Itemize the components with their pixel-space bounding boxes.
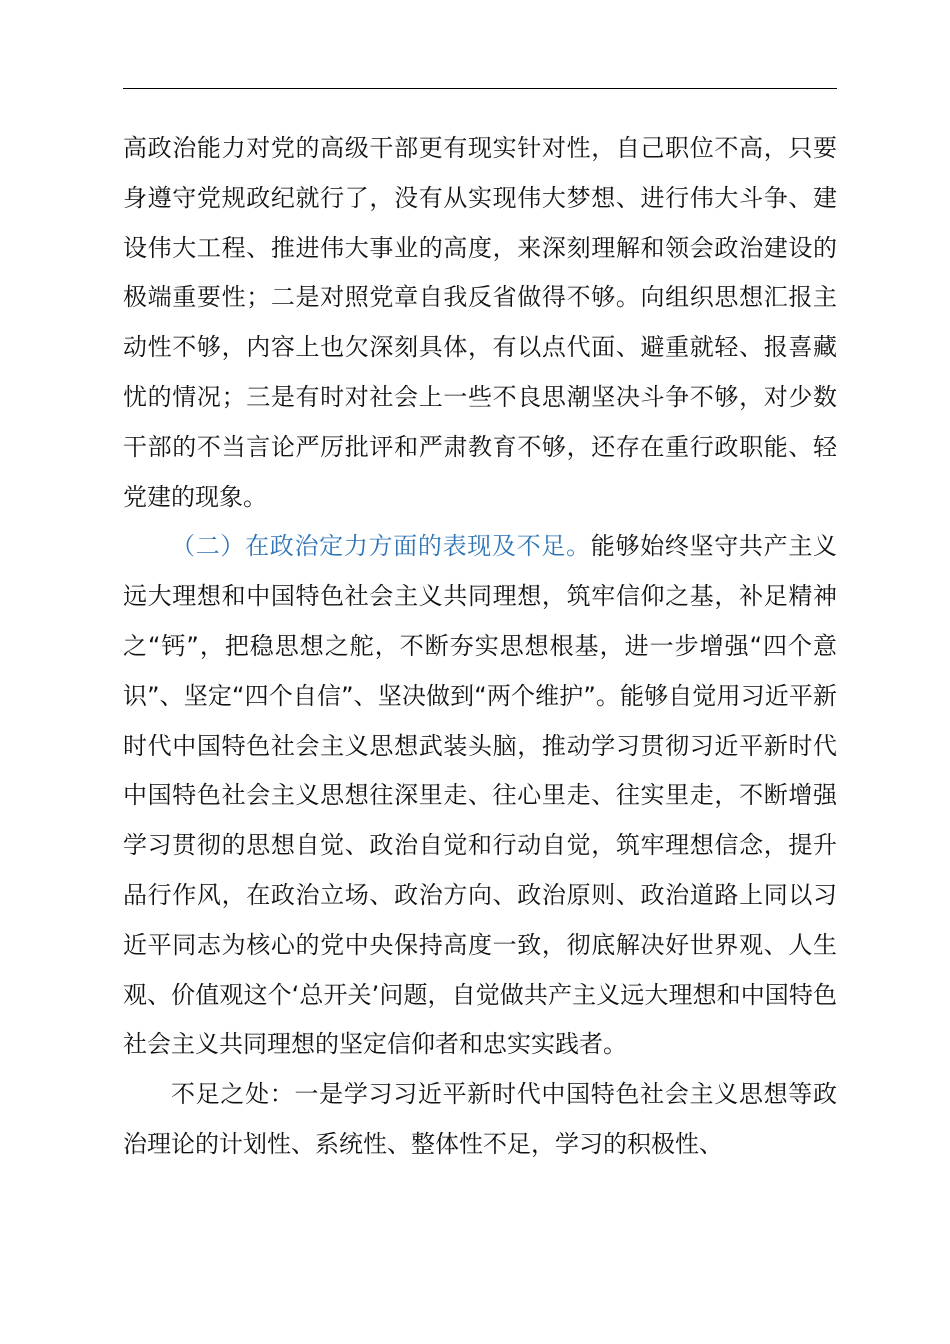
document-body: [123, 124, 837, 1170]
paragraph-1: [123, 124, 837, 522]
header-rule: [123, 88, 837, 89]
section-heading: （二）在政治定力方面的表现及不足。: [171, 532, 591, 561]
paragraph-3-text: 不足之处：一是学习习近平新时代中国特色社会主义思想等政治理论的计划性、系统性、整体性不足，学习的积极性、: [123, 1080, 837, 1158]
paragraph-2-text: 能够始终坚守共产主义远大理想和中国特色社会主义共同理想，筑牢信仰之基，补足精神之“钙”，把稳思想之舵，不断夯实思想根基，进一步增强“四个意识”、坚定“四个自信”、坚决做到“两个维护”。能够自觉用习近平新时代中国特色社会主义思想武装头脑，推动学习贯彻习近平新时代中国特色社会主义思想往深里走、往心里走、往实里走，不断增强学习贯彻的思想自觉、政治自觉和行动自觉，筑牢理想信念，提升品行作风，在政治立场、政治方向、政治原则、政治道路上同以习近平同志为核心的党中央保持高度一致，彻底解决好世界观、人生观、价值观这个‘总开关’问题，自觉做共产主义远大理想和中国特色社会主义共同理想的坚定信仰者和忠实实践者。: [123, 532, 838, 1059]
paragraph-2: [123, 522, 837, 1070]
paragraph-1-text: 高政治能力对党的高级干部更有现实针对性，自己职位不高，只要身遵守党规政纪就行了，没有从实现伟大梦想、进行伟大斗争、建设伟大工程、推进伟大事业的高度，来深刻理解和领会政治建设的极端重要性；二是对照党章自我反省做得不够。向组织思想汇报主动性不够，内容上也欠深刻具体，有以点代面、避重就轻、报喜藏忧的情况；三是有时对社会上一些不良思潮坚决斗争不够，对少数干部的不当言论严厉批评和严肃教育不够，还存在重行政职能、轻党建的现象。: [123, 134, 837, 511]
paragraph-3: [123, 1070, 837, 1170]
